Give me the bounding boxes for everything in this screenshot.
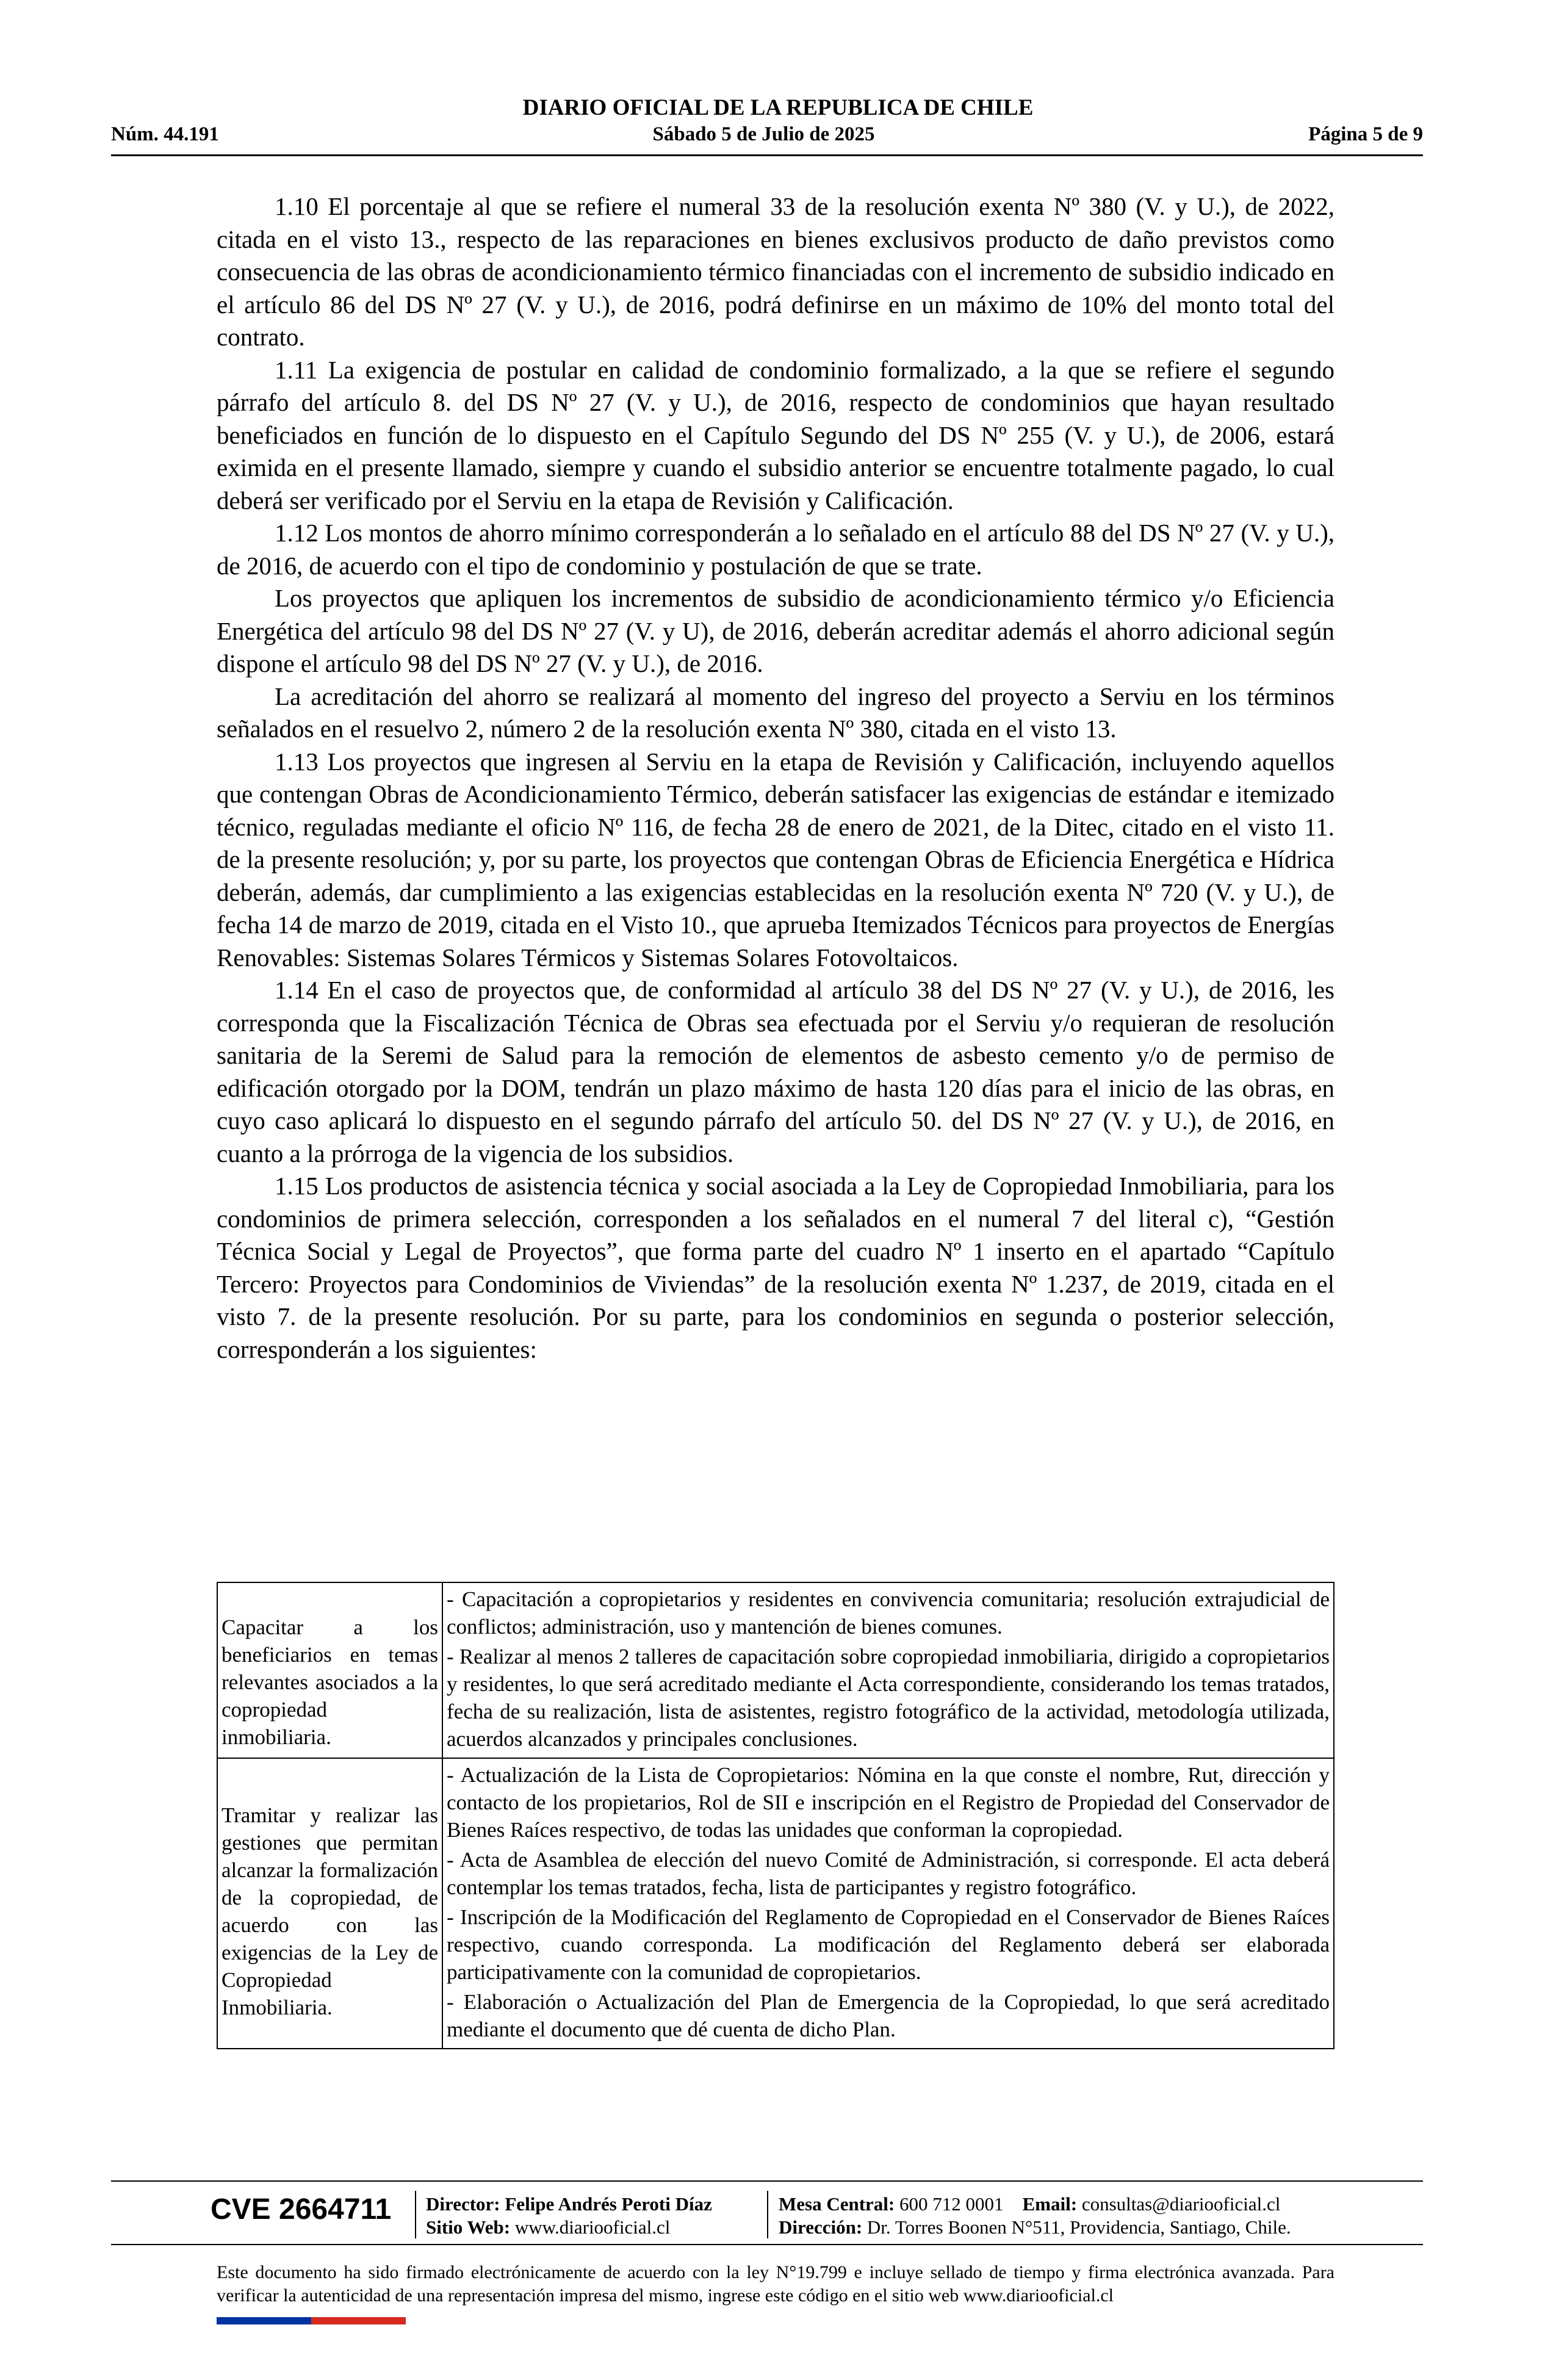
footer-separator	[767, 2191, 768, 2238]
newspaper-title: DIARIO OFICIAL DE LA REPUBLICA DE CHILE	[522, 95, 1034, 120]
email-label: Email:	[1022, 2193, 1078, 2215]
table-row-items	[442, 1758, 1334, 2049]
header-row	[111, 123, 1423, 146]
table-row-items	[442, 1582, 1334, 1758]
list-item: - Acta de Asamblea de elección del nuevo Comité de Administración, si corresponde. El acta deberá contemplar los temas tratados, fecha, lista de participantes y registro fotográfico.	[447, 1848, 1330, 1899]
paragraph-1-11: 1.11 La exigencia de postular en calidad de condominio formalizado, a la que se refiere el segundo párrafo del artículo 8. del DS Nº 27 (V. y U.), de 2016, respecto de condominios que hayan resultado beneficiados en función de lo dispuesto en el Capítulo Segundo del DS Nº 255 (V. y U.), de 2006, estará eximida en el presente llamado, siempre y cuando el subsidio anterior se encuentre totalmente pagado, lo cual deberá ser verificado por el Serviu en la etapa de Revisión y Calificación.	[217, 355, 1334, 514]
mesa-label: Mesa Central:	[779, 2193, 895, 2215]
address-label: Dirección:	[779, 2216, 863, 2238]
list-item: - Actualización de la Lista de Copropietarios: Nómina en la que conste el nombre, Rut, dirección y contacto de los propietarios, Rol de SII e inscripción en el Registro de Propiedad del Conservador de Bienes Raíces respectivo, de todas las unidades que conforman la copropiedad.	[447, 1763, 1330, 1842]
list-item: - Capacitación a copropietarios y residentes en convivencia comunitaria; resolución extrajudicial de conflictos; administración, uso y mantención de bienes comunes.	[447, 1587, 1330, 1639]
issue-number: Núm. 44.191	[111, 123, 219, 145]
paragraph-acreditacion: La acreditación del ahorro se realizará al momento del ingreso del proyecto a Serviu en los términos señalados en el resuelvo 2, número 2 de la resolución exenta Nº 380, citada en el visto 13.	[217, 682, 1334, 743]
paragraph-1-12: 1.12 Los montos de ahorro mínimo corresponderán a lo señalado en el artículo 88 del DS Nº 27 (V. y U.), de 2016, de acuerdo con el tipo de condominio y postulación de que se trate.	[217, 519, 1334, 580]
footer-director-block	[426, 2193, 712, 2239]
signature-note: Este documento ha sido firmado electrónicamente de acuerdo con la ley N°19.799 e incluye sellado de tiempo y firma electrónica avanzada. Para verificar la autenticidad de una representación impresa del mismo, ingrese este código en el sitio web www.diariooficial.cl	[217, 2262, 1334, 2306]
products-table	[217, 1582, 1334, 2049]
table-row-label: Tramitar y realizar las gestiones que permitan alcanzar la formalización de la copropiedad, de acuerdo con las exigencias de la Ley de Copropiedad Inmobiliaria.	[217, 1758, 442, 2049]
address: Dr. Torres Boonen N°511, Providencia, Santiago, Chile.	[866, 2216, 1291, 2238]
footer-divider	[111, 2180, 1423, 2182]
footer-separator	[415, 2191, 416, 2238]
flag-stripe-blue	[217, 2317, 311, 2324]
table-row	[217, 1758, 1334, 2049]
paragraph-ahorro-adicional: Los proyectos que apliquen los incrementos de subsidio de acondicionamiento térmico y/o Eficiencia Energética del artículo 98 del DS Nº 27 (V. y U), de 2016, deberán acreditar además el ahorro adicional según dispone el artículo 98 del DS Nº 27 (V. y U.), de 2016.	[217, 584, 1334, 677]
paragraph-1-13: 1.13 Los proyectos que ingresen al Serviu en la etapa de Revisión y Calificación, incluyendo aquellos que contengan Obras de Acondicionamiento Térmico, deberán satisfacer las exigencias de estándar e itemizado técnico, reguladas mediante el oficio Nº 116, de fecha 28 de enero de 2021, de la Ditec, citado en el visto 11. de la presente resolución; y, por su parte, los proyectos que contengan Obras de Eficiencia Energética e Hídrica deberán, además, dar cumplimiento a las exigencias establecidas en la resolución exenta Nº 720 (V. y U.), de fecha 14 de marzo de 2019, citada en el Visto 10., que aprueba Itemizados Técnicos para proyectos de Energías Renovables: Sistemas Solares Térmicos y Sistemas Solares Fotovoltaicos.	[217, 747, 1334, 972]
paragraph-1-14: 1.14 En el caso de proyectos que, de conformidad al artículo 38 del DS Nº 27 (V. y U.), de 2016, les corresponda que la Fiscalización Técnica de Obras sea efectuada por el Serviu y/o requieran de resolución sanitaria de la Seremi de Salud para la remoción de elementos de asbesto cemento y/o de permiso de edificación otorgado por la DOM, tendrán un plazo máximo de hasta 120 días para el inicio de las obras, en cuyo caso aplicará lo dispuesto en el segundo párrafo del artículo 50. del DS Nº 27 (V. y U.), de 2016, en cuanto a la prórroga de la vigencia de los subsidios.	[217, 976, 1334, 1167]
paragraph-1-15: 1.15 Los productos de asistencia técnica y social asociada a la Ley de Copropiedad Inmobiliaria, para los condominios de primera selección, corresponden a los señalados en el numeral 7 del literal c), “Gestión Técnica Social y Legal de Proyectos”, que forma parte del cuadro Nº 1 inserto en el apartado “Capítulo Tercero: Proyectos para Condominios de Viviendas” de la resolución exenta Nº 1.237, de 2019, citada en el visto 7. de la presente resolución. Por su parte, para los condominios en segunda o posterior selección, corresponderán a los siguientes:	[217, 1172, 1334, 1363]
list-item: - Inscripción de la Modificación del Reglamento de Copropiedad en el Conservador de Bienes Raíces respectivo, cuando corresponda. La modificación del Reglamento deberá ser elaborada participativamente con la comunidad de copropietarios.	[447, 1905, 1330, 1984]
web-link[interactable]: www.diariooficial.cl	[514, 2216, 671, 2238]
cve-code: CVE 2664711	[211, 2193, 392, 2226]
web-label: Sitio Web:	[426, 2216, 511, 2238]
page-number: Página 5 de 9	[1308, 123, 1423, 145]
list-item: - Realizar al menos 2 talleres de capacitación sobre copropiedad inmobiliaria, dirigido a copropietarios y residentes, lo que será acreditado mediante el Acta correspondiente, considerando los temas tratados, fecha de su realización, lista de asistentes, registro fotográfico de la actividad, metodología utilizada, acuerdos alcanzados y principales conclusiones.	[447, 1645, 1330, 1751]
paragraph-1-10: 1.10 El porcentaje al que se refiere el numeral 33 de la resolución exenta Nº 380 (V. y U.), de 2022, citada en el visto 13., respecto de las reparaciones en bienes exclusivos producto de daño previstos como consecuencia de las obras de acondicionamiento térmico financiadas con el incremento de subsidio indicado en el artículo 86 del DS Nº 27 (V. y U.), de 2016, podrá definirse en un máximo de 10% del monto total del contrato.	[217, 192, 1334, 351]
footer-contact-block	[779, 2193, 1291, 2239]
issue-date: Sábado 5 de Julio de 2025	[652, 123, 875, 145]
footer-divider-bottom	[111, 2244, 1423, 2245]
list-item: - Elaboración o Actualización del Plan de Emergencia de la Copropiedad, lo que será acreditado mediante el documento que dé cuenta de dicho Plan.	[447, 1990, 1330, 2041]
table-row	[217, 1582, 1334, 1758]
table-row-label: Capacitar a los beneficiarios en temas relevantes asociados a la copropiedad inmobiliaria.	[217, 1582, 442, 1758]
body-text	[217, 190, 1334, 1366]
director-name: Felipe Andrés Peroti Díaz	[505, 2193, 712, 2215]
flag-stripe-red	[311, 2317, 406, 2324]
mesa-phone: 600 712 0001	[899, 2193, 1004, 2215]
header-divider	[111, 154, 1423, 156]
director-label: Director:	[426, 2193, 500, 2215]
email-link[interactable]: consultas@diariooficial.cl	[1081, 2193, 1281, 2215]
